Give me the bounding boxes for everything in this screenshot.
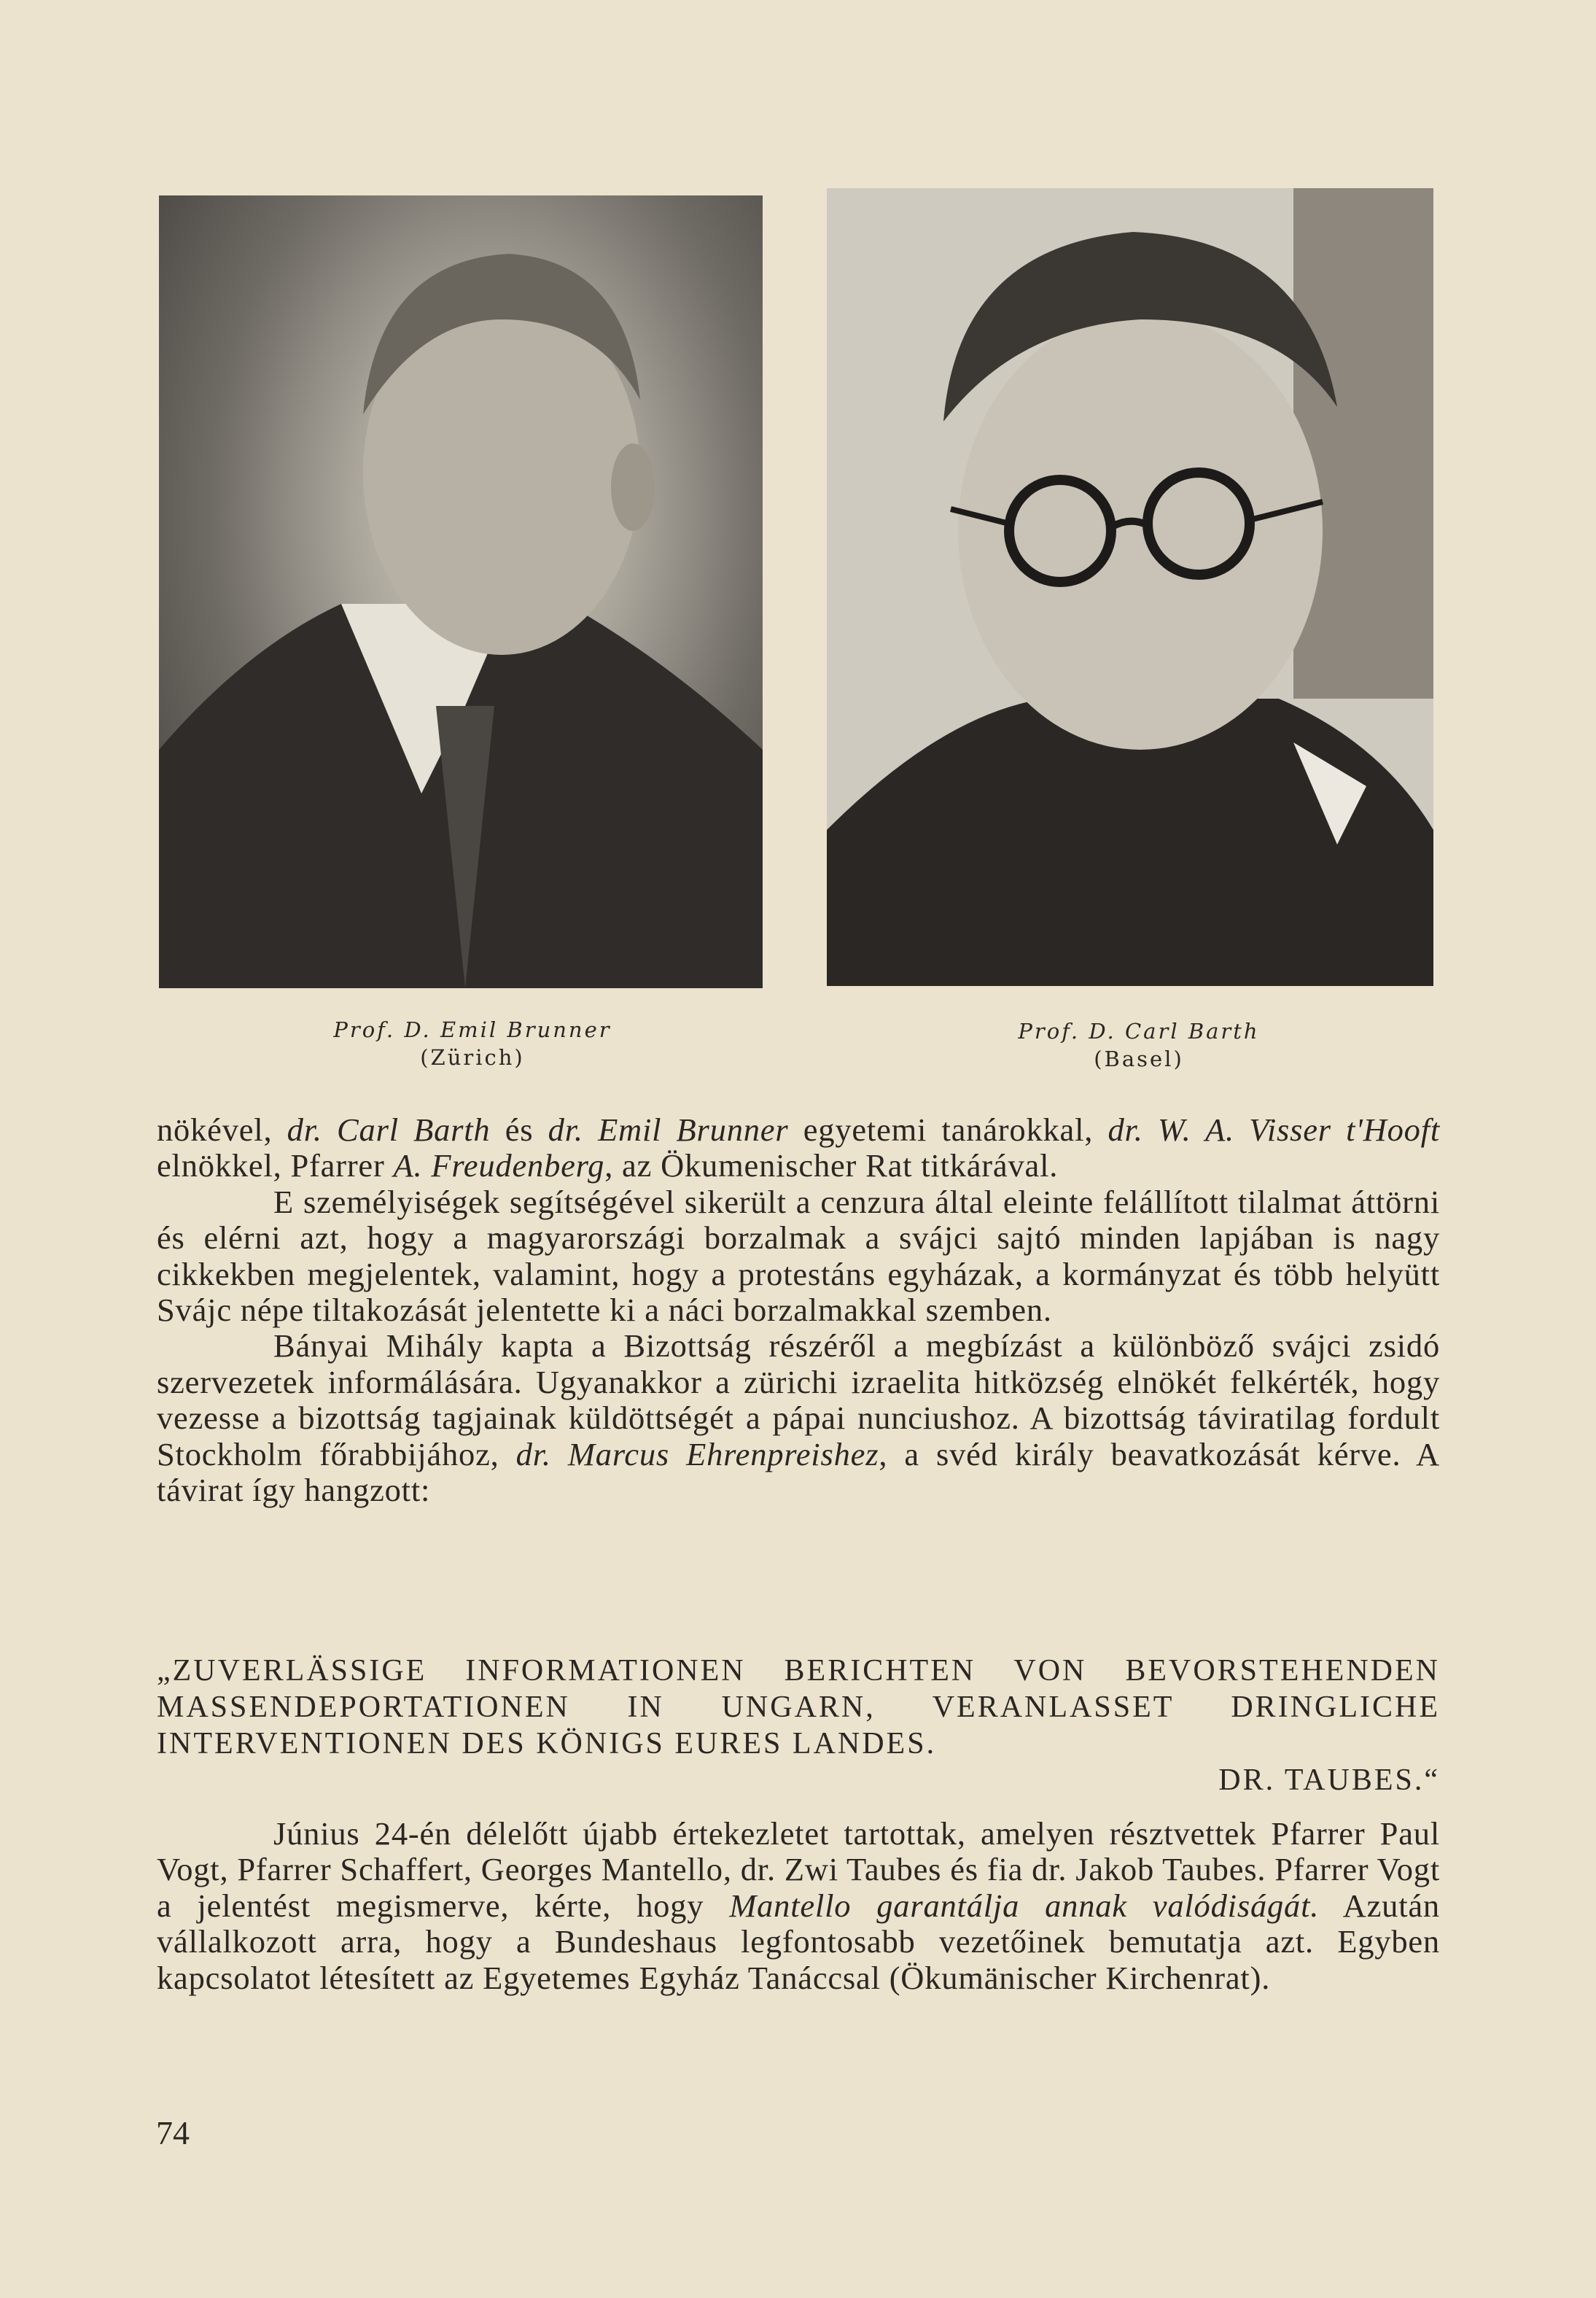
italic-run: dr. Emil Brunner (548, 1111, 789, 1148)
telegram-signature: DR. TAUBES.“ (1218, 1763, 1440, 1797)
caption-name: Prof. D. Emil Brunner (333, 1017, 612, 1042)
paragraph-4 (157, 1816, 1440, 1996)
photo-caption-barth (898, 1017, 1379, 1073)
italic-run: dr. Marcus Ehrenpreishez (515, 1435, 879, 1472)
body-text-upper (157, 1112, 1440, 1508)
text-run: , az Ökumenischer Rat titkárával. (604, 1147, 1059, 1184)
portrait-photo-brunner (159, 195, 763, 988)
telegram-text: „ZUVERLÄSSIGE INFORMATIONEN BERICHTEN VON BEVORSTEHENDEN MASSENDEPORTATIONEN IN UNGARN, VERANLASSET DRINGLICHE INTERVENTIONEN DES KÖNIGS EURES LANDES. (157, 1654, 1440, 1761)
caption-name: Prof. D. Carl Barth (1018, 1019, 1260, 1044)
italic-run: A. Freudenberg (393, 1147, 605, 1184)
body-text-lower (157, 1816, 1440, 1996)
page-number: 74 (156, 2114, 190, 2151)
portrait-photo-barth (827, 188, 1433, 986)
italic-run: Mantello garantálja annak valódiságát. (729, 1887, 1320, 1924)
photo-caption-brunner (232, 1016, 713, 1071)
italic-run: dr. W. A. Visser t'Hooft (1108, 1111, 1441, 1148)
paragraph-3 (157, 1328, 1440, 1508)
text-run: egyetemi tanárokkal, (788, 1111, 1108, 1148)
text-run: Június 24-én délelőtt újabb értekezletet tartottak, amelyen résztvettek Pfarrer Paul Vogt, Pfarrer Schaffert, Georges Mantello, dr. Zwi Taubes és fia dr. Jakob Taubes. Pfarrer Vogt a jelentést megismerve, kérte, hogy (157, 1815, 1440, 1924)
portrait-barth-drawing (827, 188, 1433, 986)
telegram-quote (157, 1653, 1440, 1798)
paragraph-1 (157, 1112, 1440, 1184)
text-run: Azután vállalkozott arra, hogy a Bundeshaus legfontosabb vezetőinek bemutatja azt. Egyben kapcsolatot létesített az Egyetemes Egyház Tanáccsal (Ökumänischer Kirchenrat). (157, 1887, 1440, 1996)
text-run: nökével, (157, 1111, 287, 1148)
text-run: elnökkel, Pfarrer (157, 1147, 394, 1184)
paragraph-2: E személyiségek segítségével sikerült a cenzura által eleinte felállított tilalmat áttörni és elérni azt, hogy a magyarországi borzalmak a svájci sajtó minden lapjában is nagy cikkekben megjelentek, valamint, hogy a protestáns egyházak, a kormányzat és több helyütt Svájc népe tiltakozását jelentette ki a náci borzalmakkal szemben. (157, 1183, 1440, 1329)
text-run: és (490, 1111, 548, 1148)
caption-place: (Basel) (1094, 1047, 1184, 1071)
italic-run: dr. Carl Barth (287, 1111, 491, 1148)
text-run: Bányai Mihály kapta a Bizottság részéről a megbízást a különböző svájci zsidó szervezetek informálására. Ugyanakkor a zürichi izraelita hitközség elnökét felkérték, hogy vezesse a bizottság tagjainak küldöttségét a pápai nunciushoz. A bizottság táviratilag fordult Stockholm főrabbijához, (157, 1327, 1440, 1472)
portrait-brunner-drawing (159, 195, 763, 988)
text-run: , a svéd király beavatkozását kérve. A távirat így hangzott: (157, 1435, 1440, 1509)
caption-place: (Zürich) (420, 1045, 525, 1070)
